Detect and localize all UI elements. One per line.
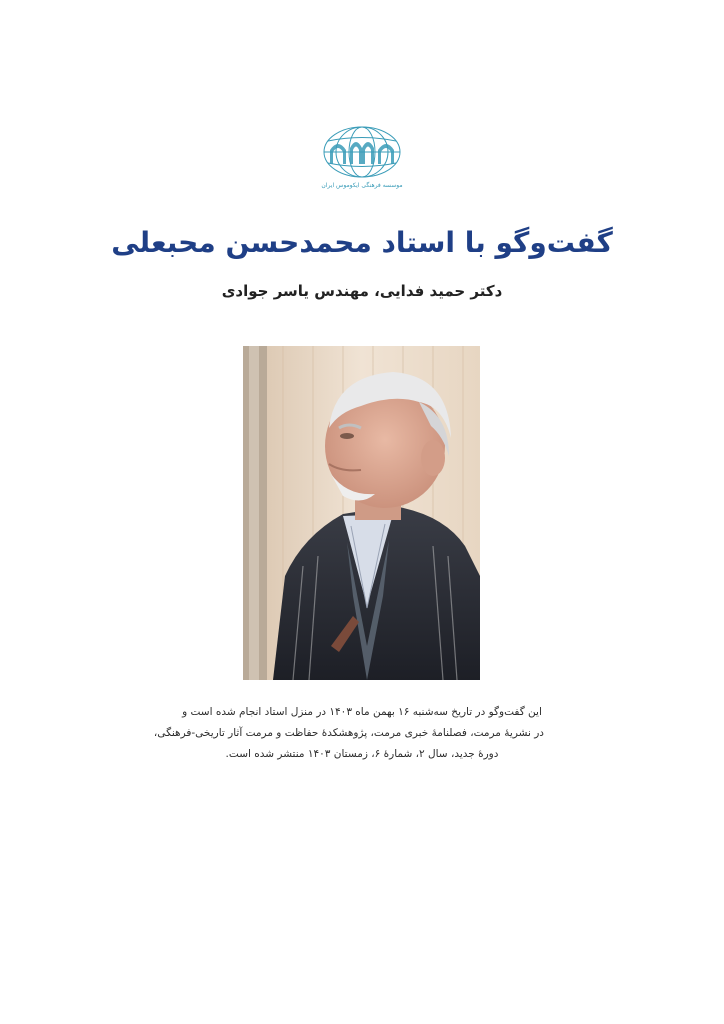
institute-logo [320,124,404,194]
page-title: گفت‌وگو با استاد محمدحسن محبعلی [111,226,613,259]
globe-arches-icon [320,124,404,180]
authors-line: دکتر حمید فدایی، مهندس یاسر جوادی [221,282,503,300]
caption-line: در نشریهٔ مرمت، فصلنامهٔ خبری مرمت، پژوهشکدهٔ حفاظت و مرمت آثار تاریخی-فرهنگی، [153,727,544,739]
portrait-photo [243,346,480,680]
logo-caption: موسسه فرهنگی ایکوموس ایران [321,182,403,189]
article-caption [153,702,544,765]
caption-line: این گفت‌وگو در تاریخ سه‌شنبه ۱۶ بهمن ماه ۱۴۰۳ در منزل استاد انجام شده است و [182,706,542,718]
caption-line: دورهٔ جدید، سال ۲، شمارهٔ ۶، زمستان ۱۴۰۳ منتشر شده است. [225,748,499,760]
portrait-image [243,346,480,680]
